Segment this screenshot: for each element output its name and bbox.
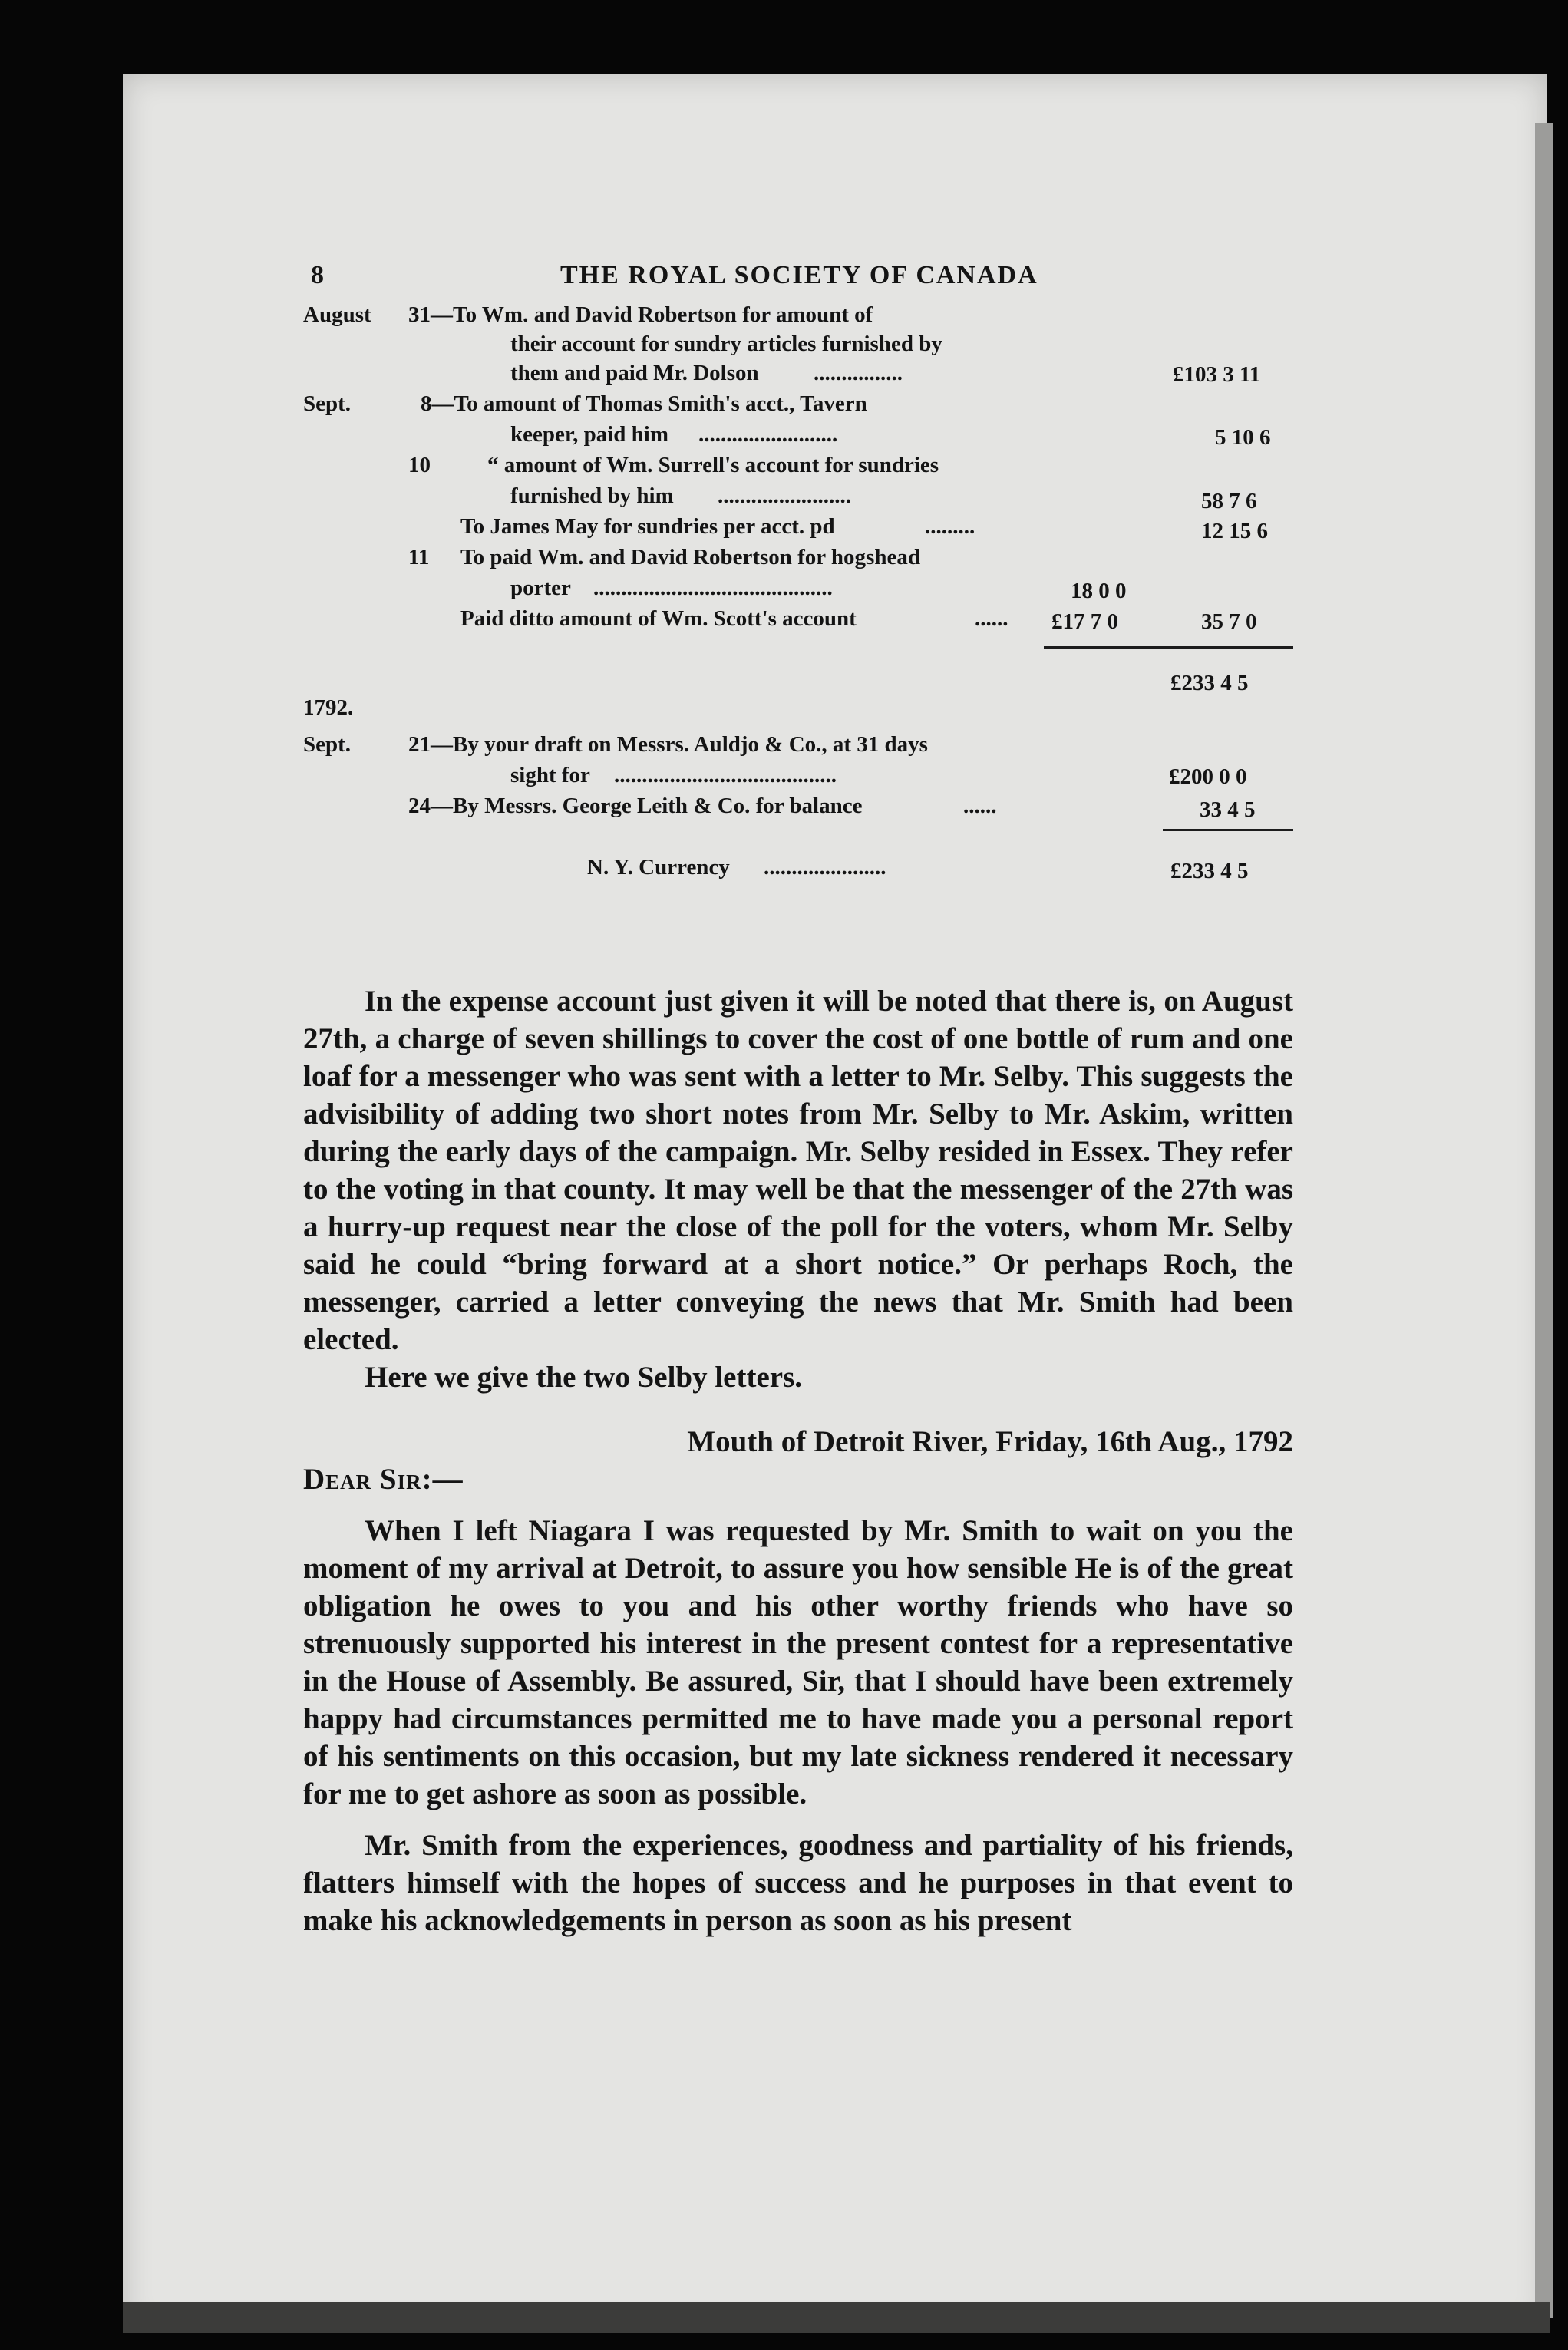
running-head-title: THE ROYAL SOCIETY OF CANADA: [560, 261, 1038, 289]
paragraph: Here we give the two Selby letters.: [365, 1361, 803, 1394]
ledger-text: sight for: [510, 763, 590, 787]
expense-ledger: [303, 299, 1293, 982]
letter-salutation: Dear Sir:—: [303, 1463, 464, 1496]
page-edge: [1535, 123, 1553, 2318]
letter-dateline: Mouth of Detroit River, Friday, 16th Aug., 1792: [687, 1425, 1293, 1458]
ledger-amount: 12 15 6: [1201, 519, 1268, 543]
ledger-text: keeper, paid him: [510, 422, 668, 447]
ledger-total: £233 4 5: [1170, 859, 1249, 883]
leader-dots: ........................: [718, 484, 851, 508]
page-content: [303, 253, 1293, 1939]
leader-dots: ................: [814, 361, 903, 385]
ledger-date: Sept.: [303, 391, 352, 416]
ledger-day: 11: [408, 545, 430, 569]
ledger-amount: 35 7 0: [1201, 609, 1257, 634]
body-text: [303, 982, 1293, 1939]
sum-rule: [1163, 829, 1293, 831]
leader-dots: .........................: [698, 422, 838, 447]
page-number: 8: [311, 261, 325, 289]
leader-dots: ......................: [764, 855, 886, 880]
ledger-date: Sept.: [303, 732, 352, 757]
leader-dots: ......: [963, 794, 997, 818]
ledger-text: furnished by him: [510, 484, 674, 508]
ledger-subamount: 18 0 0: [1071, 579, 1127, 603]
ledger-text: their account for sundry articles furnished by: [510, 332, 942, 356]
paragraph: When I left Niagara I was requested by Mr. Smith to wait on you the moment of my arrival at Detroit, to assure you how sensible He is of the great obligation he owes to you and his other worthy friends who have so strenuously supported his interest in the present contest for a representative in the House of Assembly. Be assured, Sir, that I should have been extremely happy had circumstances permitted me to have made you a personal report of his sentiments on this occasion, but my late sickness rendered it necessary for me to get ashore as soon as possible.: [303, 1514, 1293, 1810]
paragraph: Mr. Smith from the experiences, goodness and partiality of his friends, flatters himself with the hopes of success and he purposes in that event to make his acknowledgements in person as soon as his present: [303, 1829, 1293, 1937]
ledger-amount: 5 10 6: [1215, 425, 1271, 450]
ledger-text: 21—By your draft on Messrs. Auldjo & Co., at 31 days: [408, 732, 928, 757]
ledger-text: 31—To Wm. and David Robertson for amount of: [408, 302, 873, 327]
ledger-total: £233 4 5: [1170, 671, 1249, 695]
sum-rule: [1044, 646, 1293, 649]
ledger-text: To James May for sundries per acct. pd: [460, 514, 835, 539]
running-head: [303, 253, 1293, 299]
currency-label: N. Y. Currency: [587, 855, 730, 880]
ledger-text: 24—By Messrs. George Leith & Co. for balance: [408, 794, 863, 818]
ledger-amount: 58 7 6: [1201, 489, 1257, 513]
leader-dots: .........: [925, 514, 975, 539]
ledger-date: August: [303, 302, 371, 327]
ledger-year: 1792.: [303, 695, 354, 720]
ledger-text: To paid Wm. and David Robertson for hogshead: [460, 545, 920, 569]
ledger-amount: 33 4 5: [1200, 797, 1256, 822]
ledger-subamount: £17 7 0: [1051, 609, 1118, 634]
ledger-amount: £200 0 0: [1169, 764, 1247, 789]
ledger-day: 10: [408, 453, 431, 477]
paragraph: In the expense account just given it will be noted that there is, on August 27th, a charge of seven shillings to cover the cost of one bottle of rum and one loaf for a messenger who was sent with a letter to Mr. Selby. This suggests the advisibility of adding two short notes from Mr. Selby to Mr. Askim, written during the early days of the campaign. Mr. Selby resided in Essex. They refer to the voting in that county. It may well be that the messenger of the 27th was a hurry-up request near the close of the poll for the voters, whom Mr. Selby said he could “bring forward at a short notice.” Or perhaps Roch, the messenger, carried a letter conveying the news that Mr. Smith had been elected.: [303, 985, 1293, 1356]
ledger-text: Paid ditto amount of Wm. Scott's account: [460, 606, 857, 631]
leader-dots: ........................................: [614, 763, 837, 787]
leader-dots: ......: [975, 606, 1008, 631]
ledger-text: porter: [510, 576, 571, 600]
ledger-text: them and paid Mr. Dolson: [510, 361, 759, 385]
ledger-text: “ amount of Wm. Surrell's account for sundries: [487, 453, 939, 477]
ledger-amount: £103 3 11: [1173, 362, 1261, 387]
leader-dots: ...........................................: [593, 576, 833, 600]
ledger-text: 8—To amount of Thomas Smith's acct., Tavern: [421, 391, 867, 416]
scan-border: [123, 2302, 1550, 2333]
